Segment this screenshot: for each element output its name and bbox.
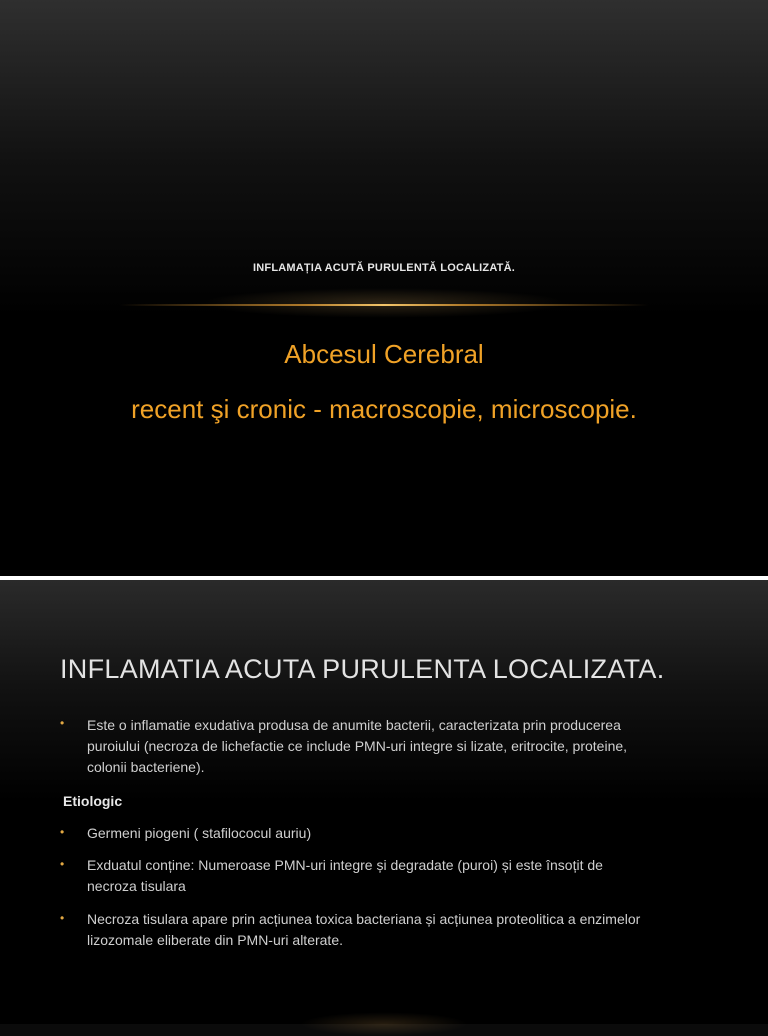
- bullet-text-1-line-1: Este o inflamatie exudativa produsa de anumite bacterii, caracterizata prin producerea: [87, 717, 621, 733]
- bullet-dot: •: [60, 716, 65, 730]
- bullet-text-1-line-3: colonii bacteriene).: [87, 759, 205, 775]
- bullet-text-1: [87, 715, 727, 778]
- divider-glow-line: [120, 304, 648, 306]
- bottom-glow: [300, 1012, 468, 1036]
- slide-title-line-1: Abcesul Cerebral: [284, 339, 484, 369]
- bullet-text-4: [87, 909, 727, 951]
- bullet-text-3-line-1: Exduatul conține: Numeroase PMN-uri integre și degradate (puroi) și este însoțit de: [87, 857, 603, 873]
- bullet-text-4-line-2: lizozomale eliberate din PMN-uri alterate.: [87, 932, 343, 948]
- bullet-dot: •: [60, 911, 65, 925]
- glow-halo: [200, 288, 568, 318]
- etiologic-label: Etiologic: [63, 793, 123, 809]
- slide-subtitle: INFLAMAȚIA ACUTĂ PURULENTĂ LOCALIZATĂ.: [253, 262, 515, 274]
- bullet-text-3: [87, 855, 727, 897]
- bullet-text-1-line-2: puroiului (necroza de lichefactie ce include PMN-uri integre si lizate, eritrocite, proteine,: [87, 738, 628, 754]
- bullet-dot: •: [60, 825, 65, 839]
- bullet-text-4-line-1: Necroza tisulara apare prin acțiunea toxica bacteriana și acțiunea proteolitica a enzimelor: [87, 911, 641, 927]
- bullet-dot: •: [60, 857, 65, 871]
- bullet-text-2: Germeni piogeni ( stafilococul auriu): [87, 825, 312, 841]
- content-heading: INFLAMATIA ACUTA PURULENTA LOCALIZATA.: [60, 654, 665, 684]
- bullet-text-3-line-2: necroza tisulara: [87, 878, 186, 894]
- slide-title-line-2: recent şi cronic - macroscopie, microscopie.: [131, 394, 637, 424]
